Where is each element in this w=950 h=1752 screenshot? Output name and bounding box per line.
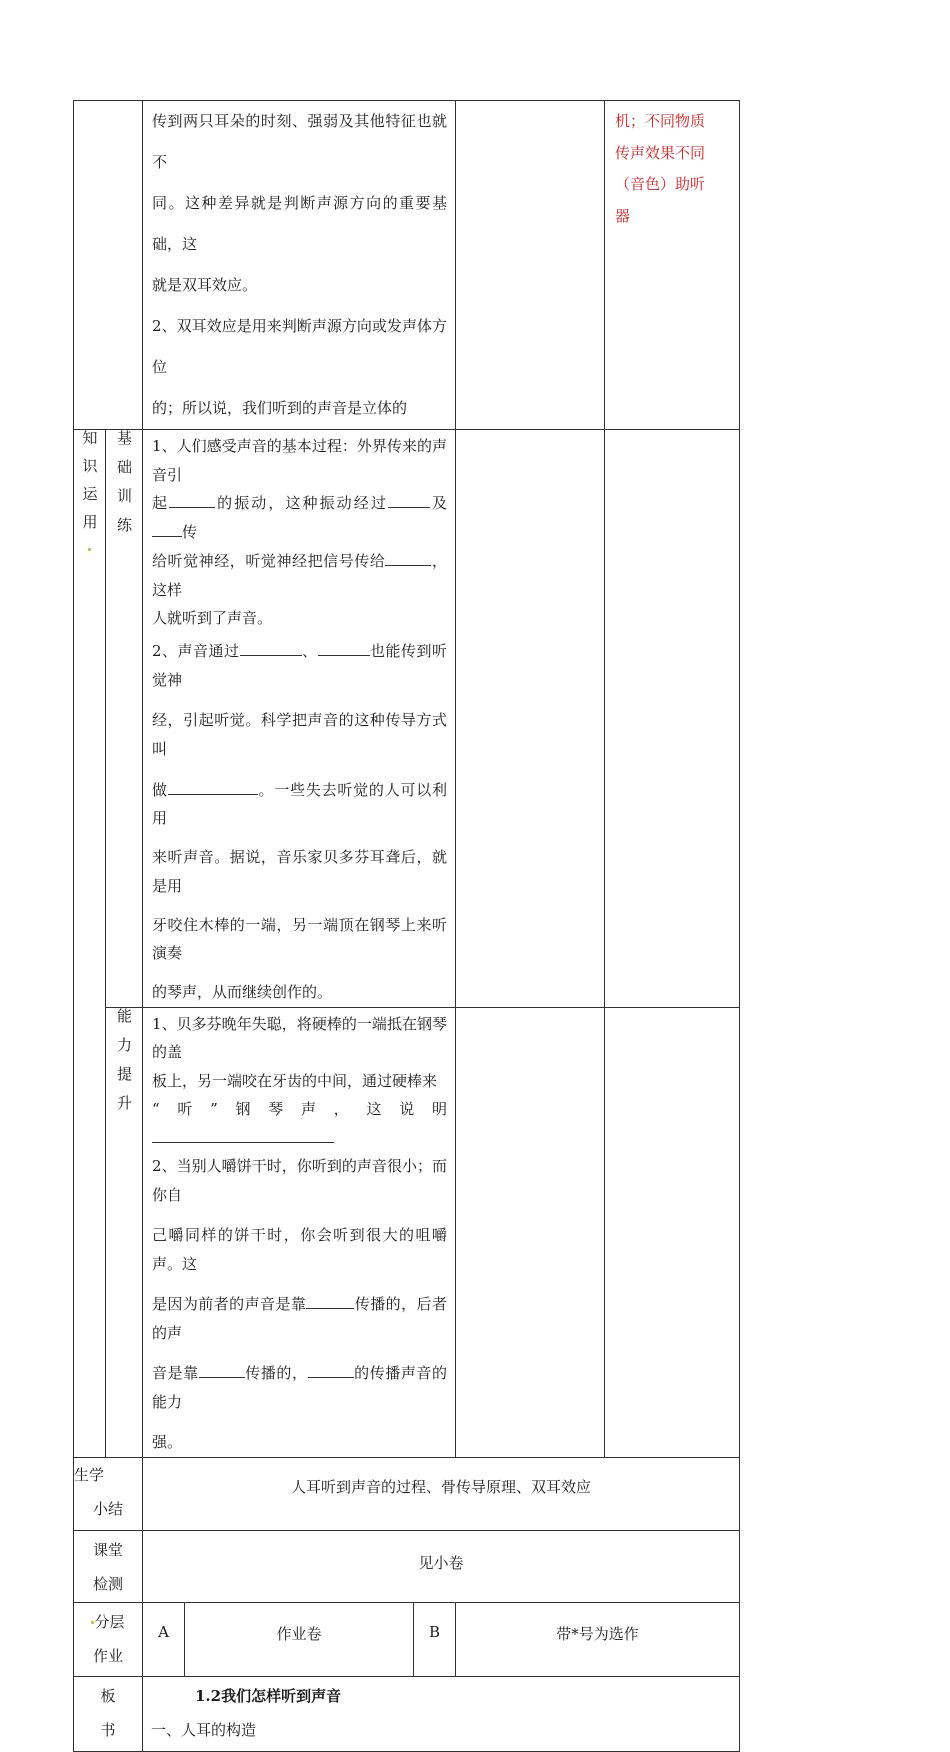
sublabel-cell — [106, 1007, 143, 1457]
fill-blank[interactable] — [152, 522, 182, 537]
label-cell — [74, 1530, 143, 1602]
fill-blank[interactable] — [152, 1128, 334, 1143]
level-b: B — [428, 1622, 441, 1641]
sublabel-text: 基础训练 — [115, 430, 133, 546]
text-line: 经，引起听觉。科学把声音的这种传导方式叫 — [152, 711, 448, 759]
level-a-text-cell — [185, 1602, 414, 1676]
summary-content-cell — [143, 1457, 740, 1530]
teacher-note-cell — [605, 101, 740, 430]
text-line: 是因为前者的声音是靠 传播的，后者的声 — [152, 1295, 447, 1342]
text-line: 音是靠 传播的， 的传播声音的能力 — [152, 1364, 447, 1411]
text-line: 同。这种差异就是判断声源方向的重要基础，这 — [152, 194, 448, 253]
text-line: 2、当别人嚼饼干时，你听到的声音很小；而你自 — [152, 1157, 448, 1204]
label-cell — [74, 1457, 143, 1530]
text-line: 2、双耳效应是用来判断声源方向或发声体方位 — [152, 317, 448, 376]
content-cell — [143, 1007, 456, 1457]
text-line: “听”钢琴声，这说明 — [152, 1095, 447, 1152]
text-line: 2、声音通过 、 也能传到听觉神 — [152, 641, 447, 689]
empty-cell — [456, 430, 605, 1008]
level-b-text-cell — [456, 1602, 740, 1676]
summary-row — [74, 1457, 740, 1530]
text-line: 的；所以说，我们听到的声音是立体的 — [152, 399, 408, 417]
homework-row — [74, 1602, 740, 1676]
continuation-row — [74, 101, 740, 430]
fill-blank[interactable] — [306, 1294, 354, 1309]
summary-label: 生学 — [74, 1465, 105, 1484]
note-line: 传声效果不同 — [615, 143, 706, 162]
text-line: 的琴声，从而继续创作的。 — [152, 982, 333, 1001]
lesson-plan-table — [73, 100, 740, 1752]
fill-blank[interactable] — [199, 1363, 245, 1378]
check-label: 课堂 — [92, 1540, 123, 1559]
empty-cell — [456, 101, 605, 430]
homework-label: 分层 — [74, 1605, 142, 1639]
homework-label: 作业 — [92, 1646, 123, 1665]
section-label-text: 知识运用 — [80, 430, 99, 542]
sublabel-text: 能力提升 — [115, 1007, 133, 1124]
text-line: 1、人们感受声音的基本过程：外界传来的声音引 — [152, 437, 448, 484]
empty-cell — [456, 1007, 605, 1457]
empty-cell — [605, 430, 740, 1008]
check-row — [74, 1530, 740, 1602]
check-text: 见小卷 — [418, 1553, 464, 1572]
note-line: （音色）助听 — [615, 175, 706, 193]
fill-blank[interactable] — [169, 493, 215, 508]
content-cell — [143, 101, 456, 430]
text-line: 给听觉神经，听觉神经把信号传给 ，这样 — [152, 551, 447, 599]
fill-blank[interactable] — [308, 1363, 354, 1378]
board-content-cell — [143, 1676, 740, 1751]
board-row — [74, 1676, 740, 1751]
sublabel-cell — [106, 430, 143, 1008]
fill-blank[interactable] — [388, 493, 430, 508]
text-line: 来听声音。据说，音乐家贝多芬耳聋后，就是用 — [152, 848, 448, 895]
note-line: 机；不同物质 — [615, 112, 706, 130]
ability-row — [74, 1007, 740, 1457]
fill-blank[interactable] — [168, 780, 258, 795]
text-line: 牙咬住木棒的一端，另一端顶在钢琴上来听演奏 — [152, 915, 448, 963]
board-label: 书 — [100, 1720, 116, 1739]
board-item: 一、人耳的构造 — [151, 1720, 257, 1739]
level-b-cell — [414, 1602, 456, 1676]
level-a: A — [158, 1622, 169, 1641]
basic-training-row — [74, 430, 740, 1008]
note-line: 器 — [615, 206, 631, 225]
empty-cell — [605, 1007, 740, 1457]
check-content-cell — [143, 1530, 740, 1602]
summary-label: 小结 — [92, 1499, 123, 1518]
mark-dot — [88, 548, 91, 551]
check-label: 检测 — [92, 1574, 123, 1593]
fill-blank[interactable] — [318, 641, 370, 656]
text-line: 己嚼同样的饼干时，你会听到很大的咀嚼声。这 — [152, 1226, 448, 1273]
label-cell — [74, 1676, 143, 1751]
text-line: 起 的振动，这种振动经过 及 传 — [152, 494, 447, 542]
text-line: 人就听到了声音。 — [152, 609, 273, 628]
text-line: 强。 — [152, 1433, 183, 1452]
fill-blank[interactable] — [385, 551, 431, 566]
text-line: 传到两只耳朵的时刻、强弱及其他特征也就不 — [152, 112, 448, 171]
text-line: 做 。一些失去听觉的人可以利用 — [152, 780, 447, 828]
label-cell — [74, 1602, 143, 1676]
content-cell — [143, 430, 456, 1008]
empty-label-cell — [74, 101, 143, 430]
summary-text: 人耳听到声音的过程、骨传导原理、双耳效应 — [291, 1477, 592, 1496]
level-a-text: 作业卷 — [276, 1624, 322, 1643]
level-b-text: 带*号为选作 — [556, 1624, 639, 1643]
level-a-cell — [143, 1602, 185, 1676]
text-line: 板上，另一端咬在牙齿的中间，通过硬棒来 — [152, 1071, 438, 1090]
text-line: 1、贝多芬晚年失聪，将硬棒的一端抵在钢琴的盖 — [152, 1014, 448, 1062]
section-label-cell — [74, 430, 106, 1458]
board-title: 1.2我们怎样听到声音 — [195, 1686, 342, 1705]
text-line: 就是双耳效应。 — [152, 276, 258, 294]
fill-blank[interactable] — [240, 641, 302, 656]
section-label — [74, 430, 105, 551]
board-label: 板 — [100, 1686, 116, 1705]
